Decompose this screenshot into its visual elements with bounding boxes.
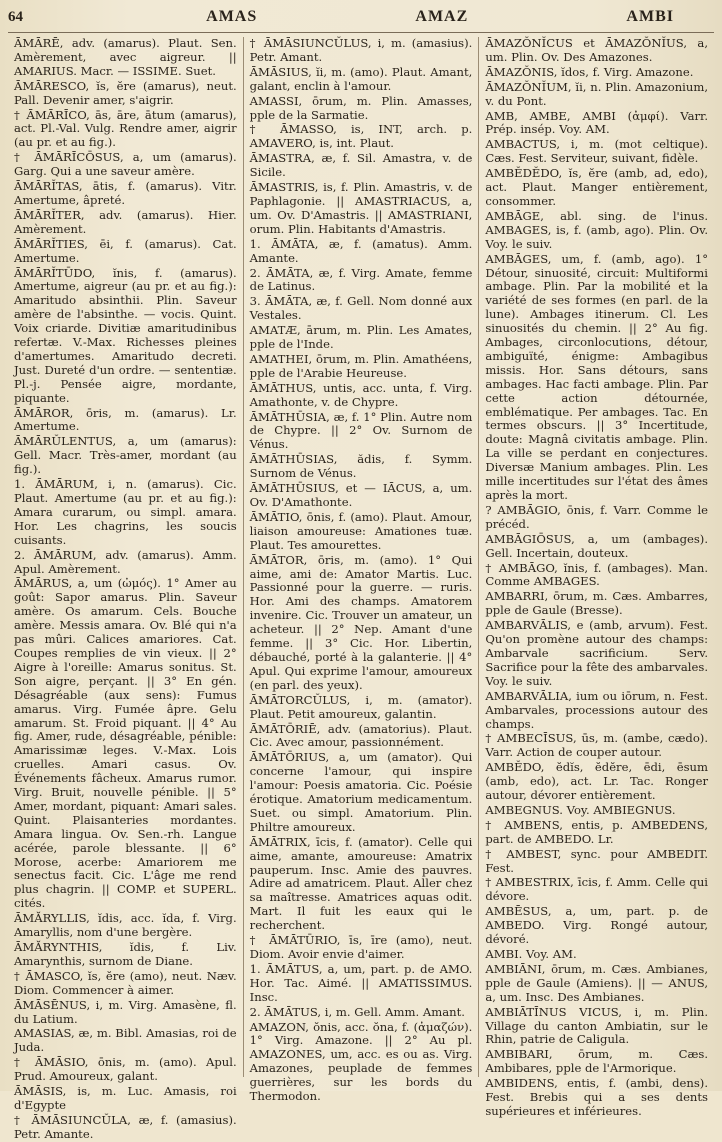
page-header: [8, 8, 714, 33]
dictionary-entry: 1. ĀMĀTA, æ, f. (amatus). Amm. Amante.: [249, 236, 473, 265]
dictionary-entry: † AMBEST, sync. pour AMBEDIT. Fest.: [485, 846, 709, 875]
dictionary-entry: ĀMĀSIS, is, m. Luc. Amasis, roi d'Egypte: [14, 1084, 237, 1112]
dictionary-entry: ĀMĀRŬLENTUS, a, um (amarus): Gell. Macr. Très-amer, mordant (au fig.).: [14, 434, 237, 477]
dictionary-entry: † ĀMĀSIUNCŬLUS, i, m. (amasius). Petr. Amant.: [249, 36, 473, 64]
dictionary-entry: ĀMĂRYNTHIS, ĭdis, f. Liv. Amarynthis, surnom de Diane.: [14, 940, 237, 968]
dictionary-entry: ĀMAZŎNĬCUS et ĀMAZŎNĬUS, a, um. Plin. Ov. Des Amazones.: [485, 36, 709, 64]
page-number: 64: [8, 9, 23, 25]
dictionary-entry: AMBARRI, ōrum, m. Cæs. Ambarres, pple de Gaule (Bresse).: [485, 589, 709, 618]
dictionary-entry: 1. ĀMĀTUS, a, um, part. p. de AMO. Hor. Tac. Aimé. || AMATISSIMUS. Insc.: [249, 961, 473, 1004]
dictionary-entry: ĀMĀTOR, ōris, m. (amo). 1° Qui aime, ami de: Amator Martis. Luc. Passionné pour la guerre. — ruris. Hor. Ami des champs. Amatorem invenire. Cic. Trouver un amateur, un acheteur. || 2° Nep. Amant d'une femme. || 3° Cic. Hor. Libertin, débauché, porté à la galanterie. || 4° Apul. Qui exprime l'amour, amoureux (en parl. des yeux).: [249, 552, 473, 692]
column-right: [478, 36, 714, 1118]
dictionary-entry: ĀMĀTIO, ōnis, f. (amo). Plaut. Amour, liaison amoureuse: Amationes tuæ. Plaut. Tes amourettes.: [249, 509, 473, 552]
dictionary-entry: AMBACTUS, i, m. (mot celtique). Cæs. Fest. Serviteur, suivant, fidèle.: [485, 137, 709, 166]
dictionary-entry: † ĀMĀRĪCO, ās, āre, ātum (amarus), act. Pl.-Val. Vulg. Rendre amer, aigrir (au pr. et au fig.).: [14, 107, 237, 150]
dictionary-entry: † AMBESTRIX, īcis, f. Amm. Celle qui dévore.: [485, 875, 709, 904]
dictionary-entry: AMBARVĀLIA, ium ou iōrum, n. Fest. Ambarvales, processions autour des champs.: [485, 688, 709, 731]
running-head-right: AMBI: [626, 8, 674, 25]
columns: [8, 36, 714, 1141]
dictionary-entry: AMATHEI, ōrum, m. Plin. Amathéens, pple de l'Arabie Heureuse.: [249, 351, 473, 380]
dictionary-entry: AMATÆ, ārum, m. Plin. Les Amates, pple de l'Inde.: [249, 323, 473, 352]
dictionary-entry: † ĀMĀRĪCŌSUS, a, um (amarus). Garg. Qui a une saveur amère.: [14, 150, 237, 179]
dictionary-entry: AMBIĀTĪNUS VICUS, i, m. Plin. Village du canton Ambiatin, sur le Rhin, patrie de Caligula.: [485, 1004, 709, 1047]
dictionary-entry: 2. ĀMĀTUS, i, m. Gell. Amm. Amant.: [249, 1004, 465, 1019]
dictionary-entry: ? AMBĀGIO, ōnis, f. Varr. Comme le précéd.: [485, 502, 709, 531]
dictionary-entry: 3. ĀMĀTA, æ, f. Gell. Nom donné aux Vestales.: [249, 294, 473, 323]
dictionary-entry: ĀMAZŎNIS, ĭdos, f. Virg. Amazone.: [485, 64, 694, 79]
dictionary-entry: AMBĀGIŌSUS, a, um (ambages). Gell. Incertain, douteux.: [485, 531, 709, 560]
column-left: [8, 36, 243, 1141]
dictionary-entry: AMBARVĀLIS, e (amb, arvum). Fest. Qu'on promène autour des champs: Ambarvale sacrificium. Serv. Sacrifice pour la fête des ambarvales. Voy. le suiv.: [485, 618, 709, 688]
dictionary-entry: ĀMĀTŌRIĒ, adv. (amatorius). Plaut. Cic. Avec amour, passionnément.: [249, 721, 473, 750]
dictionary-entry: ĀMĀRESCO, ĭs, ĕre (amarus), neut. Pall. Devenir amer, s'aigrir.: [14, 78, 237, 107]
running-head-center: AMAZ: [415, 8, 469, 25]
dictionary-entry: † AMBĀGO, ĭnis, f. (ambages). Man. Comme AMBAGES.: [485, 560, 709, 589]
dictionary-entry: 1. ĀMĀRUM, i, n. (amarus). Cic. Plaut. Amertume (au pr. et au fig.): Amara curarum, ou simpl. amara. Hor. Les chagrins, les soucis cuisants.: [14, 477, 237, 547]
dictionary-entry: AMASSI, ōrum, m. Plin. Amasses, pple de la Sarmatie.: [249, 93, 473, 122]
dictionary-entry: AMASIAS, æ, m. Bibl. Amasias, roi de Juda.: [14, 1026, 237, 1055]
dictionary-entry: AMBEGNUS. Voy. AMBIEGNUS.: [485, 802, 676, 817]
dictionary-entry: ĀMĀTHUS, untis, acc. unta, f. Virg. Amathonte, v. de Chypre.: [249, 380, 473, 409]
dictionary-entry: 2. ĀMĀRUM, adv. (amarus). Amm. Apul. Amèrement.: [14, 547, 237, 576]
dictionary-entry: AMBĀGES, um, f. (amb, ago). 1° Détour, sinuosité, circuit: Multiformi ambage. Plin. Par la mobilité et la variété de ses formes (en parl. de la lune). Ambages itinerum. Cl. Les sinuosités du chemin. || 2° Au fig. Ambages, circonlocutions, détour, ambiguïté, énigme: Ambagibus missis. Hor. Sans détours, sans ambages. Hac facti ambage. Plin. Par cette action détournée, emblématique. Per ambages. Tac. En termes obscurs. || 3° Incertitude, doute: Magnâ civitatis ambage. Plin. La ville se perdant en conjectures. Diversæ Manium ambages. Plin. Les mille incertitudes sur l'état des âmes après la mort.: [485, 251, 709, 502]
dictionary-entry: † AMBENS, entis, p. AMBEDENS, part. de AMBEDO. Lr.: [485, 817, 709, 846]
dictionary-entry: ĀMĀTHŪSIAS, ădis, f. Symm. Surnom de Vénus.: [249, 452, 473, 481]
dictionary-entry: ĀMĀTORCŬLUS, i, m. (amator). Plaut. Petit amoureux, galantin.: [249, 692, 473, 721]
dictionary-entry: † ĀMASSO, is, INT, arch. p. AMAVERO, is, int. Plaut.: [249, 122, 473, 151]
dictionary-entry: ĀMĀSIUS, ĭi, m. (amo). Plaut. Amant, galant, enclin à l'amour.: [249, 64, 473, 93]
dictionary-entry: ĀMĀRĬTER, adv. (amarus). Hier. Amèrement.: [14, 207, 237, 236]
dictionary-entry: AMBIDENS, entis, f. (ambi, dens). Fest. Brebis qui a ses dents supérieures et inférieures.: [485, 1076, 709, 1118]
dictionary-entry: ĀMĀRĬTIES, ēi, f. (amarus). Cat. Amertume.: [14, 236, 237, 265]
dictionary-entry: AMBI. Voy. AM.: [485, 947, 577, 961]
dictionary-entry: AMBIĀNI, ōrum, m. Cæs. Ambianes, pple de Gaule (Amiens). || — ANUS, a, um. Insc. Des Ambianes.: [485, 961, 709, 1004]
dictionary-entry: AMBĒSUS, a, um, part. p. de AMBEDO. Virg. Rongé autour, dévoré.: [485, 904, 709, 947]
dictionary-entry: ĀMĀRUS, a, um (ὠμός). 1° Amer au goût: Sapor amarus. Plin. Saveur amère. Os amarum. Cels. Bouche amère. Messis amara. Ov. Blé qui n'a pas mûri. Calices amariores. Cat. Coupes remplies de vin vieux. || 2° Aigre à l'oreille: Amarus sonitus. St. Son aigre, perçant. || 3° En gén. Désagréable (aux sens): Fumus amarus. Virg. Fumée âpre. Gelu amarum. St. Froid piquant. || 4° Au fig. Amer, rude, désagréable, pénible: Amarissimæ leges. V.-Max. Lois cruelles. Amari casus. Ov. Événements fâcheux. Amarus rumor. Virg. Bruit, nouvelle pénible. || 5° Amer, mordant, piquant: Amari sales. Quint. Plaisanteries mordantes. Amara lingua. Ov. Sen.-rh. Langue acérée, parole blessante. || 6° Morose, acerbe: Amariorem me senectus facit. Cic. L'âge me rend plus chagrin. || COMP. et SUPERL. cités.: [14, 576, 237, 911]
dictionary-entry: † AMBECĪSUS, ūs, m. (ambe, cædo). Varr. Action de couper autour.: [485, 731, 709, 760]
dictionary-entry: ĀMĀRĬTAS, ātis, f. (amarus). Vitr. Amertume, âpreté.: [14, 179, 237, 207]
dictionary-entry: † ĀMĀSIO, ōnis, m. (amo). Apul. Prud. Amoureux, galant.: [14, 1055, 237, 1084]
dictionary-entry: ĀMĀTRIX, īcis, f. (amator). Celle qui aime, amante, amoureuse: Amatrix pauperum. Insc. Amie des pauvres. Adire ad amatricem. Plaut. Aller chez sa maîtresse. Amatrices aquas odit. Mart. Il fuit les eaux qui le recherchent.: [249, 834, 473, 933]
dictionary-entry: ĀMĂRYLLIS, ĭdis, acc. ĭda, f. Virg. Amaryllis, nom d'une bergère.: [14, 911, 237, 940]
dictionary-entry: † ĀMĀSIUNCŬLA, æ, f. (amasius). Petr. Amante.: [14, 1112, 237, 1141]
dictionary-entry: AMBĀGE, abl. sing. de l'inus. AMBAGES, is, f. (amb, ago). Plin. Ov. Voy. le suiv.: [485, 208, 709, 251]
dictionary-entry: AMAZON, ŏnis, acc. ŏna, f. (ἀμαζών). 1° Virg. Amazone. || 2° Au pl. AMAZONES, um, acc. es ou as. Virg. Amazones, peuplade de femmes guerrières, sur les bords du Thermodon.: [249, 1019, 473, 1104]
dictionary-entry: ĀMASTRIS, is, f. Plin. Amastris, v. de Paphlagonie. || AMASTRIACUS, a, um. Ov. D'Amastris. || AMASTRIANI, orum. Plin. Habitants d'Amastris.: [249, 180, 473, 236]
dictionary-entry: AMBĔDĔDO, ĭs, ĕre (amb, ad, edo), act. Plaut. Manger entièrement, consommer.: [485, 166, 709, 208]
dictionary-entry: ĀMASTRA, æ, f. Sil. Amastra, v. de Sicile.: [249, 151, 473, 180]
dictionary-entry: † ĀMASCO, ĭs, ĕre (amo), neut. Næv. Diom. Commencer à aimer.: [14, 968, 237, 997]
column-middle: [243, 36, 479, 1104]
dictionary-entry: ĀMĀROR, ōris, m. (amarus). Lr. Amertume.: [14, 405, 237, 434]
dictionary-entry: ĀMĀRĬTŪDO, ĭnis, f. (amarus). Amertume, aigreur (au pr. et au fig.): Amaritudo absinthii. Plin. Saveur amère de l'absinthe. — vocis. Quint. Voix criarde. Divitiæ amaritudinibus refertæ. V.-Max. Richesses pleines d'amertumes. Amaritudo decreti. Just. Dureté d'un ordre. — sententiæ. Pl.-j. Pensée aigre, mordante, piquante.: [14, 265, 237, 405]
dictionary-entry: ĀMAZŎNĬUM, ĭi, n. Plin. Amazonium, v. du Pont.: [485, 79, 709, 108]
dictionary-entry: ĀMĀSĒNUS, i, m. Virg. Amasène, fl. du Latium.: [14, 997, 237, 1026]
dictionary-entry: † ĀMĀTŪRIO, īs, īre (amo), neut. Diom. Avoir envie d'aimer.: [249, 933, 473, 961]
dictionary-entry: 2. ĀMĀTA, æ, f. Virg. Amate, femme de Latinus.: [249, 265, 473, 294]
dictionary-entry: ĀMĀRĒ, adv. (amarus). Plaut. Sen. Amèrement, avec aigreur. || AMARIUS. Macr. — ISSIME. Suet.: [14, 36, 237, 78]
dictionary-entry: ĀMĀTHŪSIA, æ, f. 1° Plin. Autre nom de Chypre. || 2° Ov. Surnom de Vénus.: [249, 409, 473, 452]
dictionary-entry: AMBĔDO, ĕdĭs, ĕdĕre, ēdi, ēsum (amb, edo), act. Lr. Tac. Ronger autour, dévorer entièrement.: [485, 760, 709, 803]
running-head-left: AMAS: [206, 8, 258, 25]
dictionary-entry: AMB, AMBE, AMBI (ἀμφί). Varr. Prép. insép. Voy. AM.: [485, 108, 709, 137]
dictionary-entry: ĀMĀTHŪSIUS, et — IĀCUS, a, um. Ov. D'Amathonte.: [249, 481, 473, 509]
dictionary-entry: ĀMĀTŌRIUS, a, um (amator). Qui concerne l'amour, qui inspire l'amour: Poesis amatoria. Cic. Poésie érotique. Amatorium medicamentum. Suet. ou simpl. Amatorium. Plin. Philtre amoureux.: [249, 750, 473, 834]
dictionary-entry: AMBIBARI, ōrum, m. Cæs. Ambibares, pple de l'Armorique.: [485, 1047, 709, 1076]
